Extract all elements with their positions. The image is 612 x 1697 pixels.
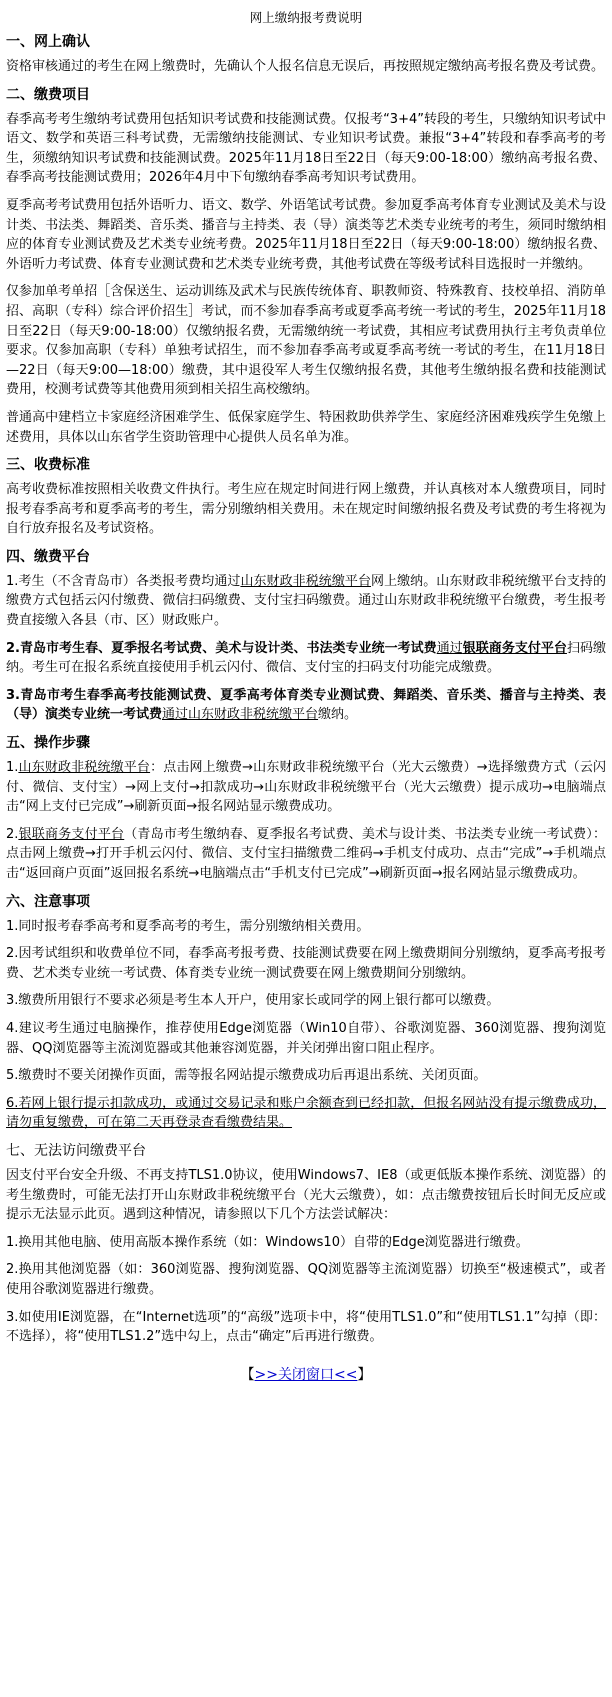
section-2-heading: 二、缴费项目	[6, 86, 90, 103]
section-2-paragraph-1: 春季高考考生缴纳考试费用包括知识考试费和技能测试费。仅报考“3+4”转段的考生，只缴纳知识考试中语文、数学和英语三科考试费，无需缴纳技能测试、专业知识考试费。兼报“3+4”转段和春季高考的考生，须缴纳知识考试费和技能测试费。2025年11月18日至22日（每天9:00-18:00）缴纳高考报名费、春季高考技能测试费用；2026年4月中下旬缴纳春季高考知识考试费用。	[6, 111, 606, 186]
text-run: （青岛市考生缴纳春、夏季报名考试费、美术与设计类、书法类专业统一考试费）：点击网上缴费→打开手机云闪付、微信、支付宝扫描缴费二维码→手机支付成功、点击“完成”→手机端点击“返回商户页面”返回报名系统→电脑端点击“手机支付已完成”→刷新页面→报名网站显示缴费成功。	[6, 826, 606, 881]
section-7-heading: 七、无法访问缴费平台	[6, 1142, 146, 1159]
text-run: ：点击网上缴费→山东财政非税统缴平台（光大云缴费）→选择缴费方式（云闪付、微信、支付宝）→网上支付→扣款成功→山东财政非税统缴平台（光大云缴费）提示成功→电脑端点击“网上支付已完成”→刷新页面→报名网站显示缴费成功。	[6, 760, 606, 815]
section-5-heading: 五、操作步骤	[6, 735, 90, 752]
open-bracket: 【	[240, 1366, 255, 1383]
text-run: 通过	[162, 707, 189, 723]
section-7-item-3: 3.如使用IE浏览器，在“Internet选项”的“高级”选项卡中，将“使用TLS1.0”和“使用TLS1.1”勾掉（即：不选择），将“使用TLS1.2”选中勾上，点击“确定”后再进行缴费。	[6, 1309, 606, 1345]
section-6-item-3: 3.缴费所用银行不要求必须是考生本人开户，使用家长或同学的网上银行都可以缴费。	[6, 993, 500, 1009]
text-run: 网上缴纳。山东财政非税统缴平台支持的缴费方式包括云闪付缴费、微信扫码缴费、支付宝扫码缴费。通过山东财政非税统缴平台缴费，考生报考费直接缴入各县（市、区）财政账户。	[6, 573, 606, 629]
section-5-paragraph-1	[6, 758, 606, 817]
text-run: 扫码缴纳。考生可在报名系统直接使用手机云闪付、微信、支付宝的扫码支付功能完成缴费。	[6, 640, 606, 676]
section-2-paragraph-4: 普通高中建档立卡家庭经济困难学生、低保家庭学生、特困救助供养学生、家庭经济困难残疾学生免缴上述费用，具体以山东省学生资助管理中心提供人员名单为准。	[6, 409, 606, 445]
section-3-heading: 三、收费标准	[6, 457, 90, 474]
section-4-paragraph-2	[6, 639, 606, 678]
text-run: 通过	[436, 640, 463, 656]
section-7-item-2: 2.换用其他浏览器（如：360浏览器、搜狗浏览器、QQ浏览器等主流浏览器）切换至“极速模式”，或者使用谷歌浏览器进行缴费。	[6, 1262, 606, 1297]
section-2-paragraph-2: 夏季高考考试费用包括外语听力、语文、数学、外语笔试考试费。参加夏季高考体育专业测试及美术与设计类、书法类、舞蹈类、音乐类、播音与主持类、表（导）演类等艺术类专业统考的考生，须同时缴纳相应的体育专业测试费及艺术类专业统考费。2025年11月18日至22日（每天9:00-18:00）缴纳报名费、外语听力考试费、体育专业测试费和艺术类专业统考费，其他考试费在等级考试科目选报时一并缴纳。	[6, 197, 606, 272]
close-window-link[interactable]: >>关闭窗口<<	[254, 1366, 358, 1383]
text-run: 1.考生（不含青岛市）各类报考费均通过	[6, 573, 241, 589]
section-1-heading: 一、网上确认	[6, 34, 90, 50]
platform-name-underlined: 银联商务支付平台	[18, 826, 125, 842]
platform-name-underlined: 山东财政非税统缴平台	[188, 707, 319, 723]
section-6-item-5: 5.缴费时不要关闭操作页面，需等报名网站提示缴费成功后再退出系统、关闭页面。	[6, 1068, 487, 1084]
section-2-paragraph-3: 仅参加单考单招［含保送生、运动训练及武术与民族传统体育、职教师资、特殊教育、技校单招、消防单招、高职（专科）综合评价招生］考试，而不参加春季高考或夏季高考统一考试的考生，2025年11月18日至22日（每天9:00-18:00）仅缴纳报名费，无需缴纳统一考试费，其相应考试费用执行主考负责单位要求。仅参加高职（专科）单独考试招生，而不参加春季高考或夏季高考统一考试的考生，在11月18日—22日（每天9:00—18:00）缴费，其中退役军人考生仅缴纳报名费，其他考生缴纳报名费和技能测试费用，校测考试费等其他费用须到相关招生高校缴纳。	[6, 284, 606, 398]
bold-text-run: 2.青岛市考生春、夏季报名考试费、美术与设计类、书法类专业统一考试费	[6, 640, 437, 656]
section-4-heading: 四、缴费平台	[6, 548, 90, 565]
section-4-paragraph-3	[6, 686, 606, 725]
platform-name-underlined: 山东财政非税统缴平台	[18, 760, 151, 776]
section-7-item-1: 1.换用其他电脑、使用高版本操作系统（如：Windows10）自带的Edge浏览器进行缴费。	[6, 1234, 529, 1250]
section-1-paragraph: 资格审核通过的考生在网上缴费时，先确认个人报名信息无误后，再按照规定缴纳高考报名费及考试费。	[6, 59, 605, 74]
bold-text-run: 3.青岛市考生春季高考技能测试费、夏季高考体育类专业测试费、舞蹈类、音乐类、播音与主持类、表（导）演类专业统一考试费	[6, 687, 606, 723]
section-4-paragraph-1	[6, 572, 606, 631]
close-window-row	[6, 1365, 606, 1385]
platform-name-underlined: 银联商务支付平台	[462, 640, 567, 656]
close-bracket: 】	[357, 1366, 372, 1383]
section-6-item-2: 2.因考试组织和收费单位不同，春季高考报考费、技能测试费要在网上缴费期间分别缴纳，夏季高考报考费、艺术类专业统一考试费、体育类专业统一测试费要在网上缴费期间分别缴纳。	[6, 946, 606, 981]
page-title: 网上缴纳报考费说明	[249, 10, 363, 25]
section-5-paragraph-2	[6, 825, 606, 884]
text-run: 缴纳。	[318, 707, 358, 723]
text-run: 2.	[6, 826, 19, 842]
section-6-item-1: 1.同时报考春季高考和夏季高考的考生，需分别缴纳相关费用。	[6, 918, 370, 934]
platform-name-underlined: 山东财政非税统缴平台	[240, 573, 372, 589]
section-7-paragraph: 因支付平台安全升级、不再支持TLS1.0协议，使用Windows7、IE8（或更低版本操作系统、浏览器）的考生缴费时，可能无法打开山东财政非税统缴平台（光大云缴费），如：点击缴费按钮后长时间无反应或提示无法显示此页。遇到这种情况，请参照以下几个方法尝试解决：	[6, 1167, 606, 1223]
section-6-item-4: 4.建议考生通过电脑操作，推荐使用Edge浏览器（Win10自带）、谷歌浏览器、360浏览器、搜狗浏览器、QQ浏览器等主流浏览器或其他兼容浏览器，并关闭弹出窗口阻止程序。	[6, 1020, 606, 1056]
section-6-item-6: 6.若网上银行提示扣款成功，或通过交易记录和账户余额查到已经扣款，但报名网站没有提示缴费成功，请勿重复缴费，可在第二天再登录查看缴费结果。	[6, 1095, 606, 1131]
text-run: 1.	[6, 760, 19, 776]
section-3-paragraph: 高考收费标准按照相关收费文件执行。考生应在规定时间进行网上缴费，并认真核对本人缴费项目，同时报考春季高考和夏季高考的考生，需分别缴纳相关费用。未在规定时间缴纳报名费及考试费的考生将视为自行放弃报名及考试资格。	[6, 482, 606, 537]
section-6-heading: 六、注意事项	[6, 893, 90, 910]
